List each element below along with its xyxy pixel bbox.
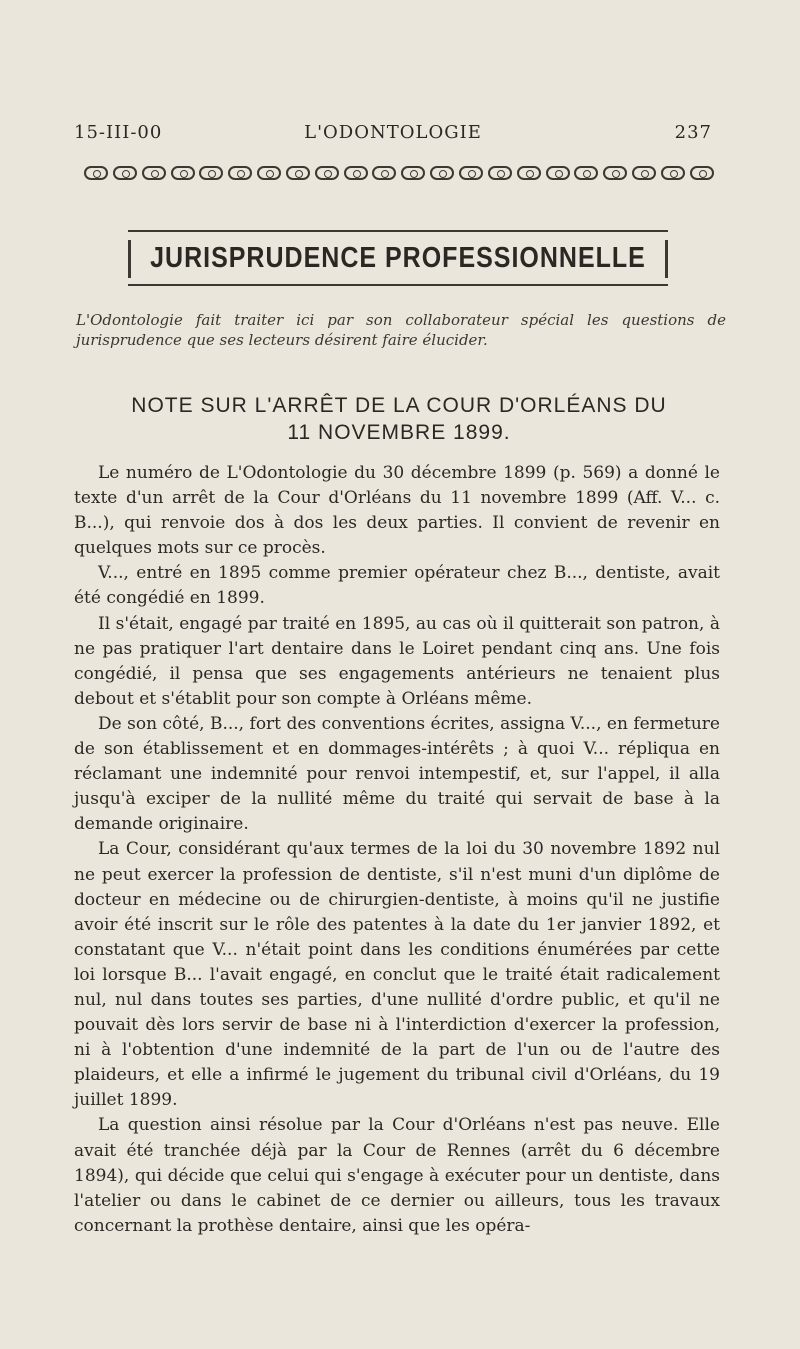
paragraph: La question ainsi résolue par la Cour d'Orléans n'est pas neuve. Elle avait été tranchée déjà par la Cour de Rennes (arrêt du 6 décembre 1894), qui décide que celui qui s'engage à exécuter pour un dentiste, dans l'atelier ou dans le cabinet de ce dernier ou ailleurs, tous les travaux concernant la prothèse dentaire, ainsi que les opéra- [74,1115,720,1236]
paragraph: Il s'était, engagé par traité en 1895, au cas où il quitterait son patron, à ne pas pratiquer l'art dentaire dans le Loiret pendant cinq ans. Une fois congédié, il pensa que ses engagements antérieurs ne tenaient plus debout et s'établit pour son compte à Orléans même. [74,613,720,709]
article-body [74,461,720,1239]
journal-name: L'ODONTOLOGIE [304,122,482,143]
page-number: 237 [674,122,712,143]
issue-date: 15-III-00 [74,122,163,143]
paragraph: V..., entré en 1895 comme premier opérateur chez B..., dentiste, avait été congédié en 1899. [74,563,720,609]
paragraph: De son côté, B..., fort des conventions écrites, assigna V..., en fermeture de son établissement et en dommages-intérêts ; à quoi V... répliqua en réclamant une indemnité pour renvoi intempestif, et, sur l'appel, il alla jusqu'à exciper de la nullité même du traité qui servait de base à la demande originaire. [74,713,720,835]
paragraph: Le numéro de L'Odontologie du 30 décembre 1899 (p. 569) a donné le texte d'un arrêt de la Cour d'Orléans du 11 novembre 1899 (Aff. V... c. B...), qui renvoie dos à dos les deux parties. Il convient de revenir en quelques mots sur ce procès. [74,463,720,559]
section-intro: L'Odontologie fait traiter ici par son collaborateur spécial les questions de jurisprudence que ses lecteurs désirent faire élucider. [76,311,726,349]
section-title-frame [128,230,668,286]
article-title-line-2: 11 NOVEMBRE 1899. [287,421,511,444]
decorative-ornament-band [84,166,714,186]
running-head [74,122,712,148]
section-title: JURISPRUDENCE PROFESSIONNELLE [150,241,646,275]
article-title-line-1: NOTE SUR L'ARRÊT DE LA COUR D'ORLÉANS DU [131,394,667,417]
article-title [74,392,724,446]
paragraph: La Cour, considérant qu'aux termes de la loi du 30 novembre 1892 nul ne peut exercer la profession de dentiste, s'il n'est muni d'un diplôme de docteur en médecine ou de chirurgien-dentiste, à moins qu'il ne justifie avoir été inscrit sur le rôle des patentes à la date du 1er janvier 1892, et constatant que V... n'était point dans les conditions énumérées par cette loi lorsque B... l'avait engagé, en conclut que le traité était radicalement nul, nul dans toutes ses parties, d'une nullité d'ordre public, et qu'il ne pouvait dès lors servir de base ni à l'interdiction d'exercer la profession, ni à l'obtention d'une indemnité de la part de l'un ou de l'autre des plaideurs, et elle a infirmé le jugement du tribunal civil d'Orléans, du 19 juillet 1899. [74,839,720,1111]
